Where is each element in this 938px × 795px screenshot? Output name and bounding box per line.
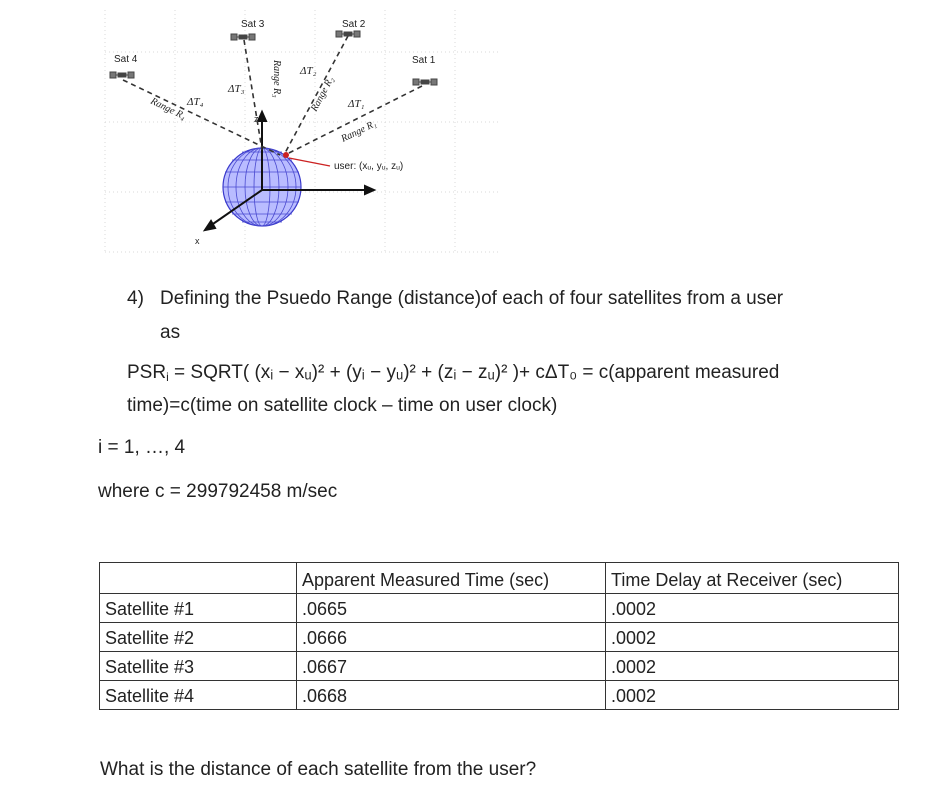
formula-line-2: time)=c(time on satellite clock – time on user clock) — [127, 395, 558, 416]
table-cell: Satellite #1 — [100, 594, 297, 623]
table-cell: Satellite #2 — [100, 623, 297, 652]
formula-body: = SQRT( (xᵢ − xᵤ)² + (yᵢ − yᵤ)² + (zᵢ − zᵤ)² )+ cΔT₀ = c(apparent measured — [168, 362, 780, 383]
axis-z-label: z — [254, 114, 259, 124]
table-cell: .0666 — [297, 623, 606, 652]
delta-t3-label: ΔT₃ — [228, 83, 245, 95]
final-question: What is the distance of each satellite from the user? — [100, 759, 537, 780]
speed-of-light-constant: where c = 299792458 m/sec — [98, 481, 338, 502]
table-cell: Satellite #3 — [100, 652, 297, 681]
table-row — [100, 681, 899, 710]
satellite-3-icon — [231, 34, 255, 40]
axis-x-label: x — [195, 236, 200, 246]
table-row — [100, 623, 899, 652]
sat-1-label: Sat 1 — [412, 55, 436, 66]
table-cell: .0668 — [297, 681, 606, 710]
question-number: 4) — [127, 288, 144, 309]
question-line-1: Defining the Psuedo Range (distance)of each of four satellites from a user — [160, 288, 784, 309]
range-r2-label: Range R₂ — [308, 75, 337, 114]
table-cell: .0665 — [297, 594, 606, 623]
table-cell: .0002 — [606, 623, 899, 652]
delta-t2-label: ΔT₂ — [300, 65, 317, 77]
table-cell: .0002 — [606, 681, 899, 710]
table-cell: .0002 — [606, 594, 899, 623]
table-cell: Satellite #4 — [100, 681, 297, 710]
sat-3-label: Sat 3 — [241, 19, 265, 30]
satellite-1-icon — [413, 79, 437, 85]
table-cell: .0667 — [297, 652, 606, 681]
sat-2-label: Sat 2 — [342, 19, 366, 30]
table-header-row — [100, 563, 899, 594]
user-label: user: (xᵤ, yᵤ, zᵤ) — [334, 161, 404, 172]
sat-4-label: Sat 4 — [114, 54, 138, 65]
table-row — [100, 652, 899, 681]
table-cell: .0002 — [606, 652, 899, 681]
formula-prefix: PSR — [127, 362, 167, 383]
question-line-2: as — [160, 322, 181, 343]
delta-t4-label: ΔT₄ — [187, 96, 204, 108]
satellite-timing-table — [99, 562, 899, 710]
range-r4-label: Range R₄ — [148, 95, 188, 123]
index-range: i = 1, …, 4 — [98, 437, 186, 458]
range-r3-label: Range R₃ — [271, 60, 282, 98]
formula-line-1: $PSR_i$ = SQRT( (xᵢ − xᵤ)² + (yᵢ − yᵤ)² + (zᵢ − zᵤ)² )+ cΔT₀ = c(apparent measured — [127, 362, 780, 384]
table-header-cell: Time Delay at Receiver (sec) — [606, 563, 899, 594]
table-header-cell: Apparent Measured Time (sec) — [297, 563, 606, 594]
range-r1-label: Range R₁ — [339, 118, 379, 145]
satellite-4-icon — [110, 72, 134, 78]
diagram-grid — [105, 10, 500, 252]
table-row — [100, 594, 899, 623]
satellite-2-icon — [336, 31, 360, 37]
table-header-cell — [100, 563, 297, 594]
delta-t1-label: ΔT₁ — [348, 98, 365, 110]
satellite-diagram — [0, 0, 520, 265]
